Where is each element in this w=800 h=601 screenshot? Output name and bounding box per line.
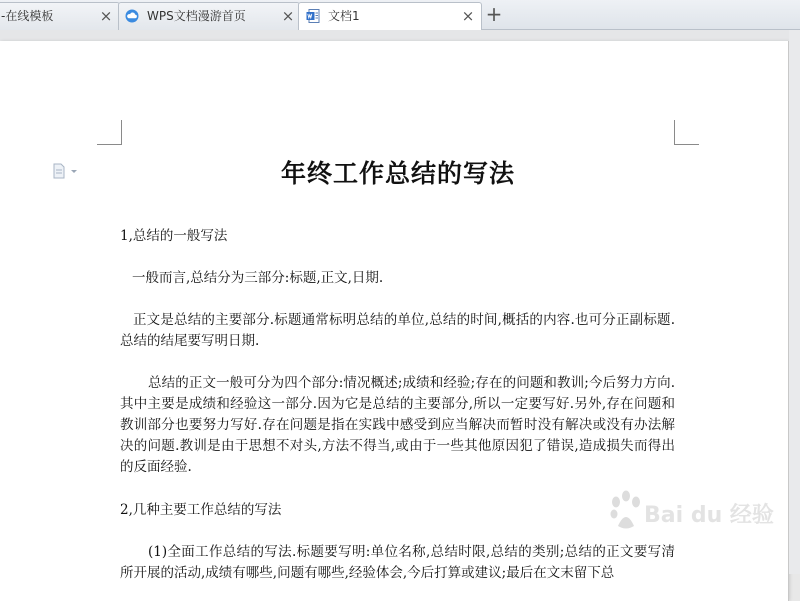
paragraph: 总结的正文一般可分为四个部分:情况概述;成绩和经验;存在的问题和教训;今后努力方向.其中主要是成绩和经验这一部分.因为它是总结的主要部分,所以一定要写好.另外,存在问题和教训部分也要努力写好.存在问题是指在实践中感受到应当解决而暂时没有解决或没有办法解决的问题.教训是由于思想不对头,方法不得当,或由于一些其他原因犯了错误,造成损失而得出的反面经验. (120, 375, 675, 475)
watermark-text: Bai du 经验 (644, 503, 774, 528)
baidu-jingyan-watermark (606, 488, 774, 538)
paragraph: 正文是总结的主要部分.标题通常标明总结的单位,总结的时间,概括的内容.也可分正副标题.总结的结尾要写明日期. (120, 312, 675, 349)
cloud-icon (125, 9, 139, 23)
close-icon[interactable]: × (99, 7, 113, 25)
close-icon[interactable]: × (281, 7, 295, 25)
tab-label: WPS文档漫游首页 (147, 9, 246, 23)
paragraph: (1)全面工作总结的写法.标题要写明:单位名称,总结时限,总结的类别;总结的正文要写清所开展的活动,成绩有哪些,问题有哪些,经验体会,今后打算或建议;最后在文末留下总 (120, 544, 675, 581)
margin-corner-top-right (674, 120, 699, 145)
section-heading: 2,几种主要工作总结的写法 (120, 502, 282, 518)
margin-corner-top-left (97, 120, 122, 145)
paw-logo-icon (606, 488, 646, 532)
tab-online-templates[interactable] (0, 2, 120, 30)
vertical-scrollbar[interactable] (789, 30, 800, 574)
document-body[interactable] (120, 226, 675, 584)
close-icon[interactable]: × (461, 7, 475, 25)
tab-bar (0, 0, 800, 30)
document-title[interactable]: 年终工作总结的写法 (280, 159, 515, 188)
section-heading: 1,总结的一般写法 (120, 228, 228, 244)
paragraph-layout-icon[interactable] (53, 163, 83, 179)
tab-document-1[interactable] (298, 2, 482, 31)
tab-wps-roaming-home[interactable] (118, 2, 300, 30)
word-document-icon (306, 9, 320, 23)
tab-label: 文档1 (328, 9, 360, 23)
paragraph: 一般而言,总结分为三部分:标题,正文,日期. (132, 270, 384, 286)
tab-label: -在线模板 (1, 9, 54, 23)
new-tab-button[interactable]: + (485, 2, 503, 26)
